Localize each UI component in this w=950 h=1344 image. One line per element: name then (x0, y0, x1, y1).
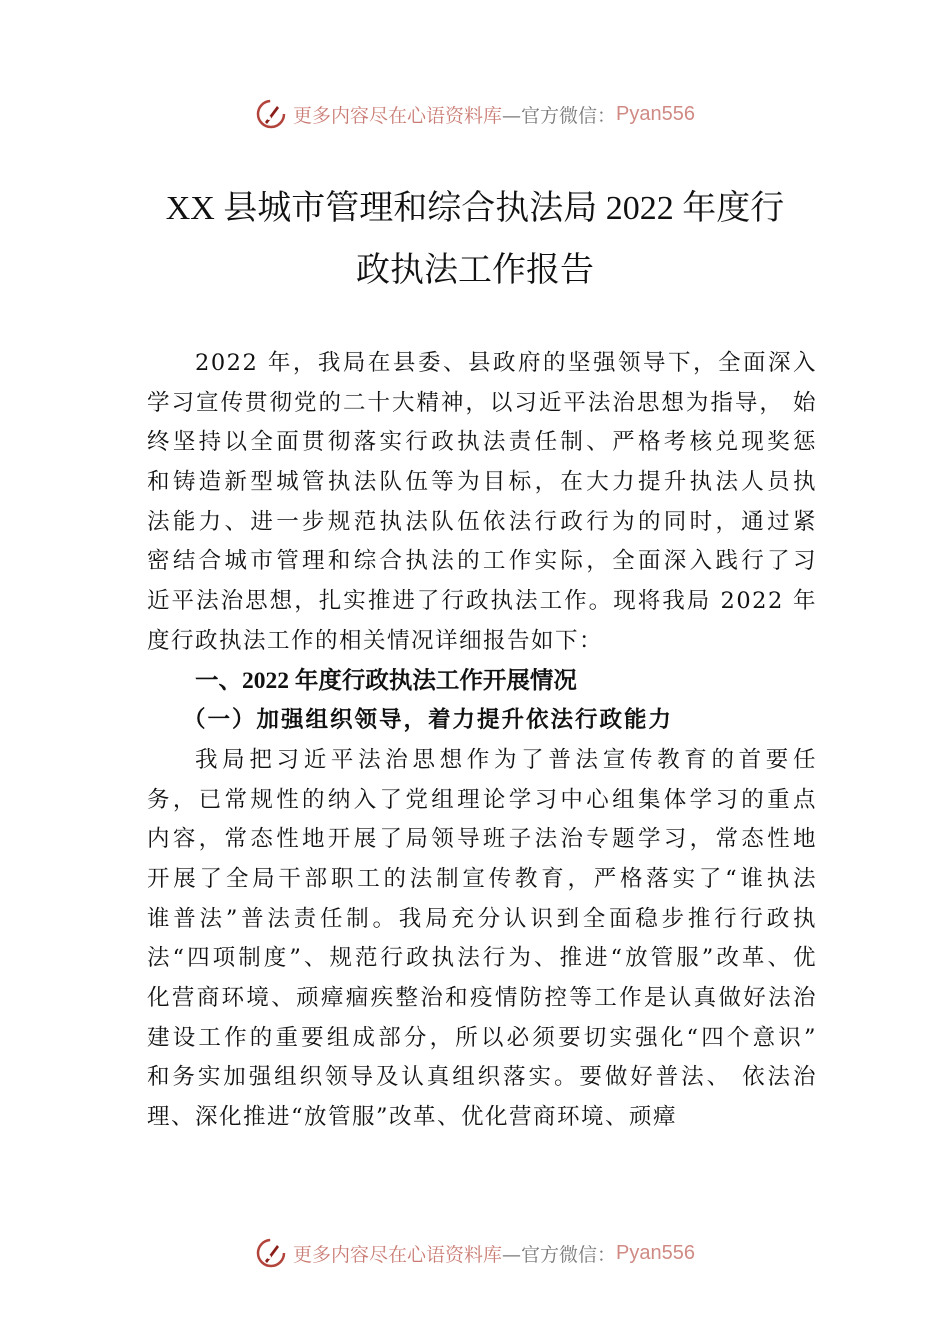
paragraph-line: 我局把习近平法治思想作为了普法宣传教育的首要任 (195, 746, 817, 773)
pen-nib-logo-icon (255, 1237, 287, 1269)
header-watermark (0, 96, 950, 132)
paragraph-line: 学习宣传贯彻党的二十大精神，以习近平法治思想为指导， 始 (147, 389, 817, 416)
paragraph-line: 开展了全局干部职工的法制宣传教育，严格落实了“谁执法 (147, 865, 817, 892)
paragraph-line: 法能力、进一步规范执法队伍依法行政行为的同时，通过紧 (147, 508, 817, 535)
document-title (0, 178, 950, 302)
paragraph-line: 密结合城市管理和综合执法的工作实际，全面深入践行了习 (147, 548, 817, 575)
watermark-wechat-id: Pyan556 (616, 102, 695, 125)
section-heading: 一、2022 年度行政执法工作开展情况 (195, 667, 577, 694)
paragraph-line: 法“四项制度”、规范行政执法行为、推进“放管服”改革、优 (147, 945, 817, 972)
paragraph-line: 和铸造新型城管执法队伍等为目标，在大力提升执法人员执 (147, 469, 817, 496)
title-line-2: 政执法工作报告 (356, 252, 594, 289)
paragraph-line: 终坚持以全面贯彻落实行政执法责任制、严格考核兑现奖惩 (147, 429, 817, 456)
watermark-text: 更多内容尽在心语资料库 (293, 104, 503, 127)
paragraph-line: 理、深化推进“放管服”改革、优化营商环境、顽瘴 (147, 1104, 678, 1131)
watermark-label: —官方微信： (502, 1243, 617, 1266)
watermark-label: —官方微信： (502, 104, 617, 127)
document-body (147, 344, 817, 1138)
watermark-text: 更多内容尽在心语资料库 (293, 1243, 503, 1266)
paragraph-line: 建设工作的重要组成部分，所以必须要切实强化“四个意识” (147, 1024, 817, 1051)
paragraph-line: 谁普法”普法责任制。我局充分认识到全面稳步推行行政执 (147, 905, 817, 932)
paragraph-line: 务，已常规性的纳入了党组理论学习中心组集体学习的重点 (147, 786, 817, 813)
pen-nib-logo-icon (255, 98, 287, 130)
paragraph-line: 内容，常态性地开展了局领导班子法治专题学习，常态性地 (147, 826, 817, 853)
paragraph-line: 和务实加强组织领导及认真组织落实。要做好普法、 依法治 (147, 1064, 817, 1091)
footer-watermark (0, 1235, 950, 1271)
paragraph-line: 化营商环境、顽瘴痼疾整治和疫情防控等工作是认真做好法治 (147, 985, 817, 1011)
subsection-heading: （一）加强组织领导，着力提升依法行政能力 (183, 707, 674, 734)
paragraph-line: 2022 年，我局在县委、县政府的坚强领导下，全面深入 (195, 350, 817, 376)
watermark-wechat-id: Pyan556 (616, 1241, 695, 1264)
paragraph-line: 近平法治思想，扎实推进了行政执法工作。现将我局 2022 年 (147, 588, 817, 615)
title-line-1: XX 县城市管理和综合执法局 2022 年度行 (165, 190, 785, 227)
paragraph-line: 度行政执法工作的相关情况详细报告如下： (147, 627, 604, 654)
